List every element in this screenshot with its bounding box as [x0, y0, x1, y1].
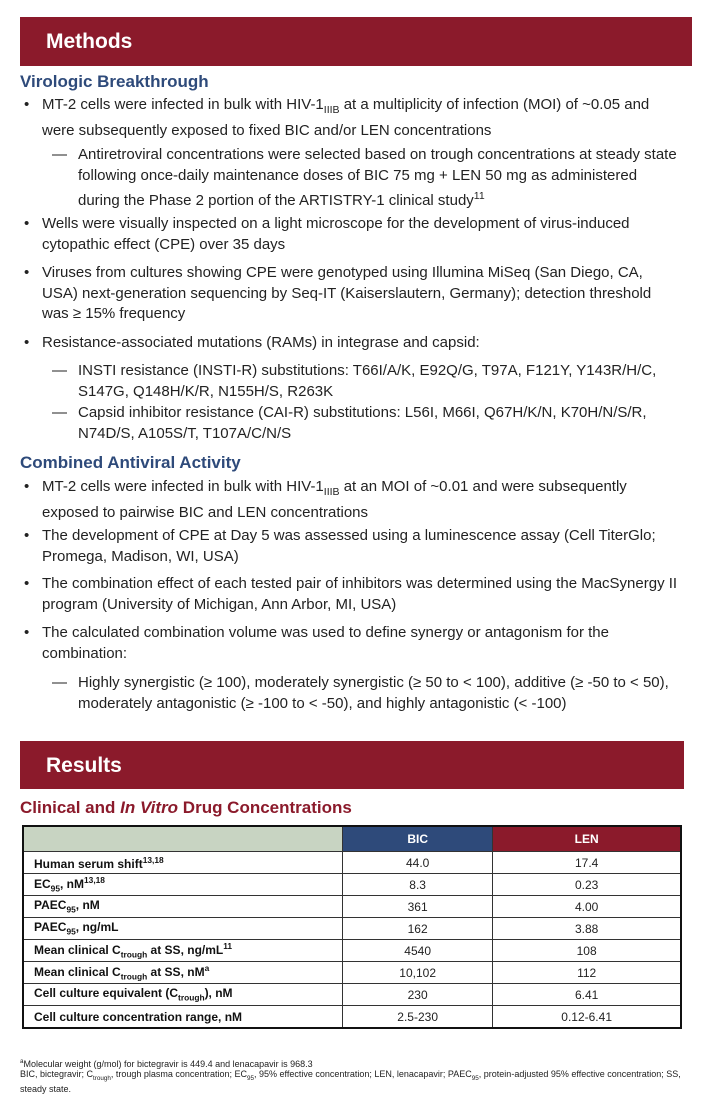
table-row — [23, 852, 681, 874]
row-label: Cell culture concentration range, nM — [23, 1006, 343, 1029]
row-label: Mean clinical $C_{trough}$ at SS, $nM^a$ — [23, 962, 343, 984]
table-header-row — [23, 826, 681, 852]
drug-concentrations-table — [22, 825, 682, 1029]
combined-bullet-3: • The combination effect of each tested pair of inhibitors was determined using the MacSynergy II program (University of Michigan, Ann Arbor, MI, USA) — [42, 574, 682, 615]
bic-value: 4540 — [343, 940, 493, 962]
row-label: $PAEC_{95}$, ng/mL — [23, 918, 343, 940]
len-value: 108 — [493, 940, 681, 962]
results-banner — [20, 741, 684, 789]
virologic-bullet-1: • MT-2 cells were infected in bulk with HIV-$1_{IIIB}$ at a multiplicity of infection (MOI) of ~0.05 and were subsequently exposed to fixed BIC and/or LEN concentrations — [42, 95, 682, 141]
len-value: 4.00 — [493, 896, 681, 918]
table-row — [23, 1006, 681, 1029]
combined-heading: Combined Antiviral Activity — [20, 453, 241, 472]
virologic-dash-2: — INSTI resistance (INSTI-R) substitutions: T66I/A/K, E92Q/G, T97A, F121Y, Y143R/H/C, S147G, Q148H/K/R, N155H/S, R263K — [78, 361, 682, 402]
combined-bullet-1: • MT-2 cells were infected in bulk with HIV-$1_{IIIB}$ at an MOI of ~0.01 and were subsequently exposed to pairwise BIC and LEN concentrations — [42, 477, 682, 523]
table-row — [23, 896, 681, 918]
bic-value: 361 — [343, 896, 493, 918]
bic-value: 8.3 — [343, 874, 493, 896]
len-value: 0.12-6.41 — [493, 1006, 681, 1029]
row-label: Cell culture equivalent $(C_{trough})$, nM — [23, 984, 343, 1006]
results-title: Results — [46, 754, 122, 777]
footnote-molecular-weight: $^a$Molecular weight (g/mol) for bictegravir is 449.4 and lenacapavir is 968.3 — [20, 1058, 313, 1069]
methods-title: Methods — [46, 30, 133, 53]
len-value: 6.41 — [493, 984, 681, 1006]
footnote-abbreviations: BIC, bictegravir; $C_{trough}$, trough plasma concentration; $EC_{95}$, 95% effective concentration; LEN, lenacapavir; $PAEC_{95}$, protein-adjusted 95% effective concentration; SS, steady state. — [20, 1069, 681, 1094]
bic-value: 44.0 — [343, 852, 493, 874]
table-row — [23, 940, 681, 962]
combined-bullet-2: • The development of CPE at Day 5 was assessed using a luminescence assay (Cell TiterGlo; Promega, Madison, WI, USA) — [42, 526, 682, 567]
combined-bullet-4: • The calculated combination volume was used to define synergy or antagonism for the combination: — [42, 623, 682, 664]
table-row — [23, 918, 681, 940]
row-label: Mean clinical $C_{trough}$ at SS, $ng/mL^{11}$ — [23, 940, 343, 962]
bic-value: 10,102 — [343, 962, 493, 984]
combined-dash-1: — Highly synergistic (≥ 100), moderately synergistic (≥ 50 to < 100), additive (≥ -50 to < 50), moderately antagonistic (≥ -100 to < -50), and highly antagonistic (< -100) — [78, 673, 682, 714]
table-row — [23, 874, 681, 896]
virologic-dash-1: — Antiretroviral concentrations were selected based on trough concentrations at steady state following once-daily maintenance doses of BIC 75 mg + LEN 50 mg as administered during the Phase 2 portion of the ARTISTRY-1 clinical study$^{11}$ — [78, 145, 682, 212]
virologic-dash-3: — Capsid inhibitor resistance (CAI-R) substitutions: L56I, M66I, Q67H/K/N, K70H/N/S/R, N74D/S, A105S/T, T107A/C/N/S — [78, 403, 682, 444]
len-value: 3.88 — [493, 918, 681, 940]
bic-value: 162 — [343, 918, 493, 940]
row-label: $EC_{95}$, nM$^{13,18}$ — [23, 874, 343, 896]
row-label: Human serum shift$^{13,18}$ — [23, 852, 343, 874]
virologic-bullet-3: • Viruses from cultures showing CPE were genotyped using Illumina MiSeq (San Diego, CA, USA) next-generation sequencing by Seq-IT (Kaiserslautern, Germany); detection threshold was ≥ 15% frequency — [42, 263, 682, 325]
methods-banner — [20, 17, 692, 66]
bic-value: 230 — [343, 984, 493, 1006]
results-heading: Clinical and In Vitro Drug Concentrations — [20, 798, 352, 817]
header-blank-cell — [23, 826, 343, 852]
len-value: 17.4 — [493, 852, 681, 874]
virologic-heading: Virologic Breakthrough — [20, 72, 209, 91]
len-value: 0.23 — [493, 874, 681, 896]
table-row — [23, 962, 681, 984]
header-bic: BIC — [343, 826, 493, 852]
virologic-bullet-2: • Wells were visually inspected on a light microscope for the development of virus-induced cytopathic effect (CPE) over 35 days — [42, 214, 682, 255]
header-len: LEN — [493, 826, 681, 852]
table-row — [23, 984, 681, 1006]
virologic-bullet-4: • Resistance-associated mutations (RAMs) in integrase and capsid: — [42, 333, 682, 354]
row-label: $PAEC_{95}$, nM — [23, 896, 343, 918]
len-value: 112 — [493, 962, 681, 984]
bic-value: 2.5-230 — [343, 1006, 493, 1029]
